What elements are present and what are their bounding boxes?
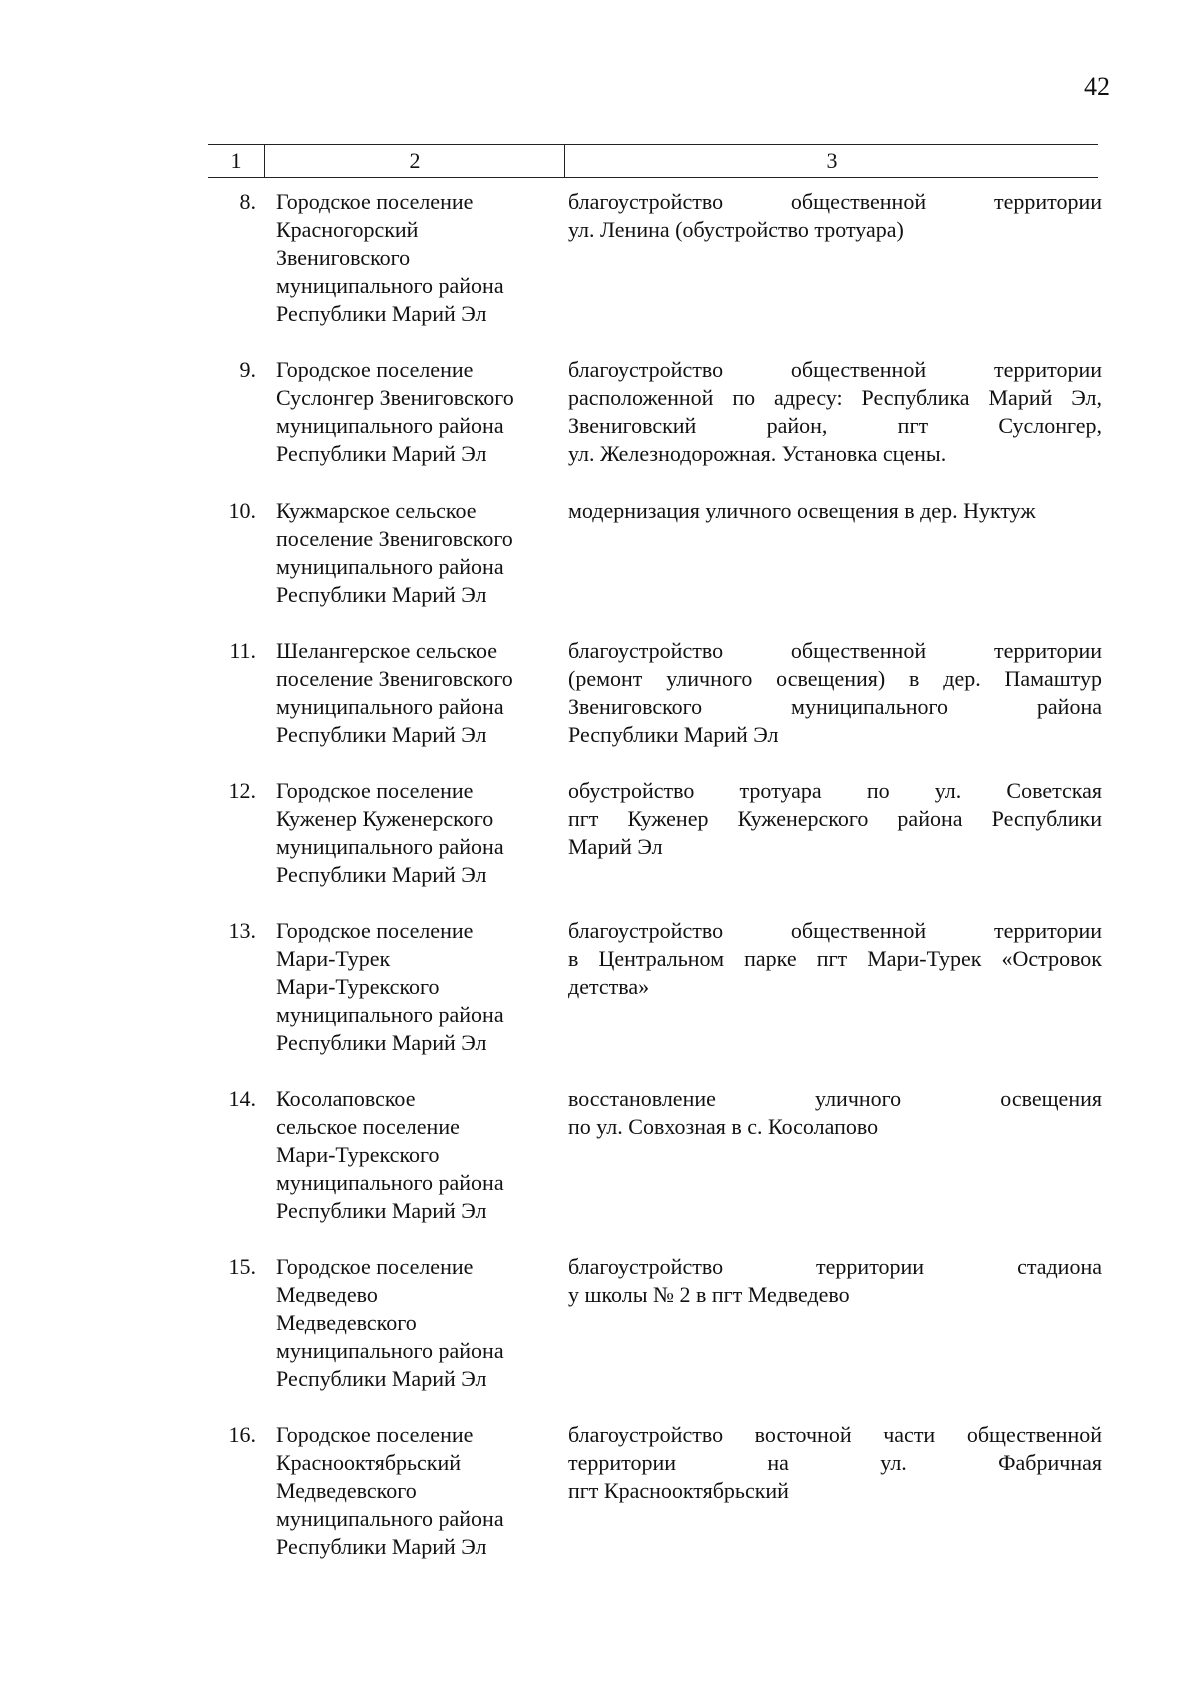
description-line: Звениговский район, пгт Суслонгер, xyxy=(568,413,1102,438)
row-number: 13. xyxy=(228,918,256,943)
description-line: пгт Куженер Куженерского района Республики xyxy=(568,806,1102,831)
table-header xyxy=(208,144,1098,178)
description-line: ул. Ленина (обустройство тротуара) xyxy=(568,217,904,242)
description-line: территории на ул. Фабричная xyxy=(568,1450,1102,1475)
row-number: 11. xyxy=(229,638,256,663)
description-line: Звениговского муниципального района xyxy=(568,694,1102,719)
description-line: благоустройство общественной территории xyxy=(568,189,1102,214)
description-line: детства» xyxy=(568,974,650,999)
row-description xyxy=(568,188,1102,244)
description-line: модернизация уличного освещения в дер. Нуктуж xyxy=(568,498,1036,523)
header-col-3: 3 xyxy=(564,145,1099,177)
row-place: Городское поселение Мари-Турек Мари-Турекского муниципального района Республики Марий Эл xyxy=(276,918,504,1055)
description-line: благоустройство общественной территории xyxy=(568,918,1102,943)
description-line: восстановление уличного освещения xyxy=(568,1086,1102,1111)
description-line: Республики Марий Эл xyxy=(568,722,779,747)
row-number: 15. xyxy=(228,1254,256,1279)
row-place: Шелангерское сельское поселение Звениговского муниципального района Республики Марий Эл xyxy=(276,638,513,747)
row-number: 8. xyxy=(239,189,256,214)
row-description xyxy=(568,1421,1102,1505)
row-place: Городское поселение Медведево Медведевского муниципального района Республики Марий Эл xyxy=(276,1254,504,1391)
description-line: в Центральном парке пгт Мари-Турек «Островок xyxy=(568,946,1102,971)
row-description xyxy=(568,356,1102,468)
row-place: Косолаповское сельское поселение Мари-Турекского муниципального района Республики Марий Эл xyxy=(276,1086,504,1223)
description-line: благоустройство общественной территории xyxy=(568,638,1102,663)
description-line: Марий Эл xyxy=(568,834,663,859)
row-place: Городское поселение Куженер Куженерского муниципального района Республики Марий Эл xyxy=(276,778,504,887)
row-description xyxy=(568,497,1102,525)
row-description xyxy=(568,777,1102,861)
row-description xyxy=(568,1253,1102,1309)
description-line: по ул. Совхозная в с. Косолапово xyxy=(568,1114,879,1139)
description-line: пгт Краснооктябрьский xyxy=(568,1478,789,1503)
description-line: обустройство тротуара по ул. Советская xyxy=(568,778,1102,803)
header-col-2: 2 xyxy=(264,145,565,177)
description-line: благоустройство восточной части общественной xyxy=(568,1422,1102,1447)
description-line: благоустройство общественной территории xyxy=(568,357,1102,382)
row-number: 10. xyxy=(228,498,256,523)
row-place: Кужмарское сельское поселение Звениговского муниципального района Республики Марий Эл xyxy=(276,498,513,607)
row-description xyxy=(568,1085,1102,1141)
row-number: 12. xyxy=(228,778,256,803)
description-line: ул. Железнодорожная. Установка сцены. xyxy=(568,441,947,466)
row-number: 16. xyxy=(228,1422,256,1447)
description-line: (ремонт уличного освещения) в дер. Памаштур xyxy=(568,666,1102,691)
row-place: Городское поселение Красногорский Звениговского муниципального района Республики Марий Эл xyxy=(276,189,504,326)
row-place: Городское поселение Суслонгер Звениговского муниципального района Республики Марий Эл xyxy=(276,357,514,466)
row-description xyxy=(568,637,1102,749)
row-number: 14. xyxy=(228,1086,256,1111)
page-number: 42 xyxy=(1084,72,1110,101)
row-place: Городское поселение Краснооктябрьский Медведевского муниципального района Республики Марий Эл xyxy=(276,1422,504,1559)
row-number: 9. xyxy=(239,357,256,382)
description-line: благоустройство территории стадиона xyxy=(568,1254,1102,1279)
description-line: у школы № 2 в пгт Медведево xyxy=(568,1282,850,1307)
header-col-1: 1 xyxy=(230,148,242,173)
description-line: расположенной по адресу: Республика Марий Эл, xyxy=(568,385,1102,410)
row-description xyxy=(568,917,1102,1001)
